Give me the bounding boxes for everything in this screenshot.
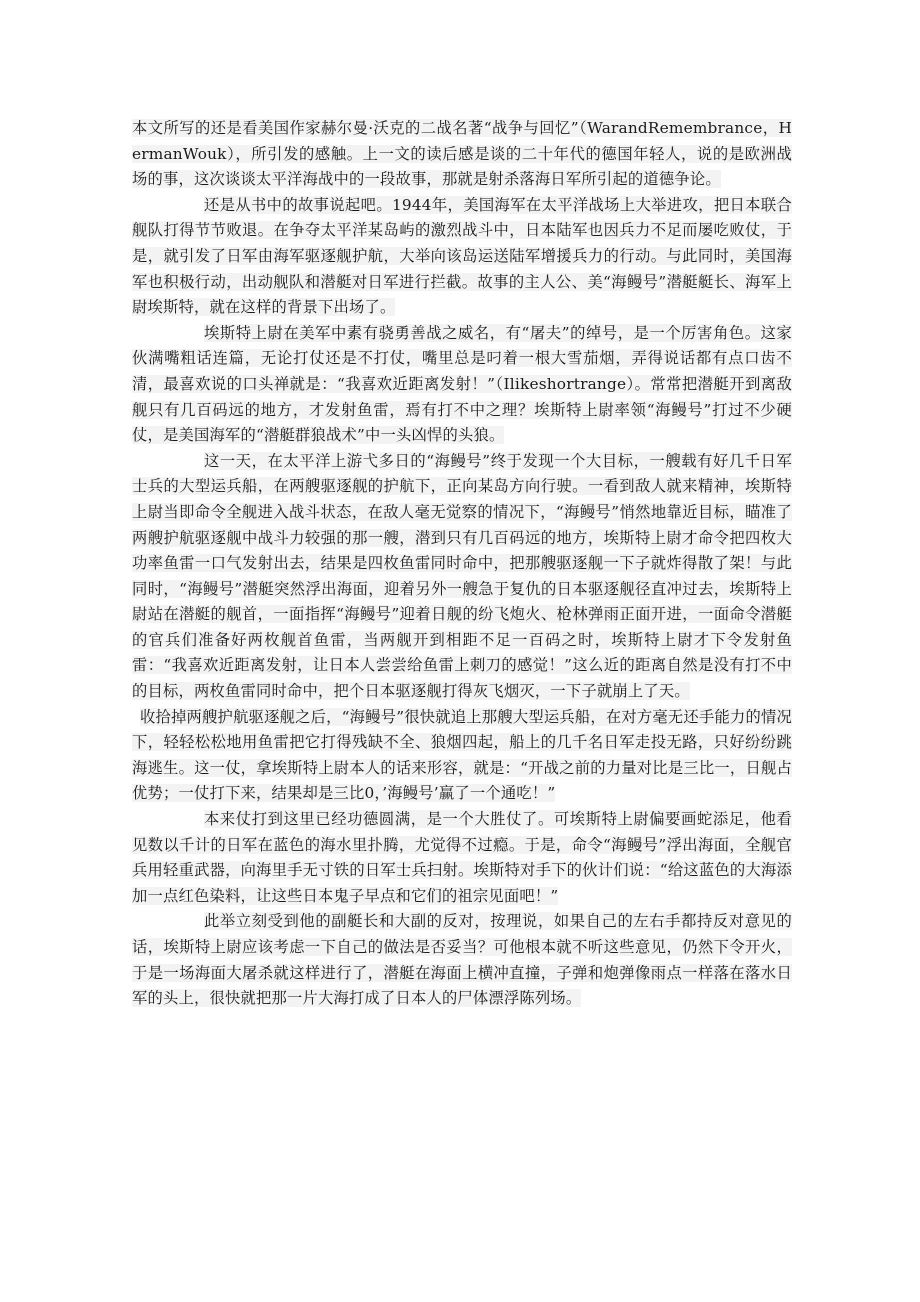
paragraph-text: 此举立刻受到他的副艇长和大副的反对，按理说，如果自己的左右手都持反对意见的话，埃斯特上尉应该考虑一下自己的做法是否妥当？可他根本就不听这些意见，仍然下令开火，于是一场海面大屠杀就这样进行了，潜艇在海面上横冲直撞，子弹和炮弹像雨点一样落在落水日军的头上，很快就把那一片大海打成了日本人的尸体漂浮陈列场。: [132, 912, 792, 1008]
article-body: [132, 116, 792, 1012]
paragraph-aftermath: [132, 705, 792, 807]
paragraph-text: 埃斯特上尉在美军中素有骁勇善战之威名，有“屠夫”的绰号，是一个厉害角色。这家伙满嘴粗话连篇，无论打仗还是不打仗，嘴里总是叼着一根大雪茄烟，弄得说话都有点口齿不清，最喜欢说的口头禅就是：“我喜欢近距离发射！”（Ilikeshortrange）。常常把潜艇开到离敌舰只有几百码远的地方，才发射鱼雷，焉有打不中之理？埃斯特上尉率领“海鳗号”打过不少硬仗，是美国海军的“潜艇群狼战术”中一头凶悍的头狼。: [132, 323, 792, 445]
paragraph-background: [132, 193, 792, 321]
paragraph-text: 收拾掉两艘护航驱逐舰之后，“海鳗号”很快就追上那艘大型运兵船，在对方毫无还手能力的情况下，轻轻松松地用鱼雷把它打得残缺不全、狼烟四起，船上的几千名日军走投无路，只好纷纷跳海逃生。这一仗，拿埃斯特上尉本人的话来形容，就是：“开战之前的力量对比是三比一，日舰占优势；一仗打下来，结果却是三比0，’海鳗号’赢了一个通吃！”: [132, 707, 792, 803]
paragraph-captain: [132, 321, 792, 449]
paragraph-massacre: [132, 909, 792, 1011]
paragraph-order: [132, 807, 792, 909]
paragraph-text: 还是从书中的故事说起吧。1944年，美国海军在太平洋战场上大举进攻，把日本联合舰队打得节节败退。在争夺太平洋某岛屿的激烈战斗中，日本陆军也因兵力不足而屡吃败仗，于是，就引发了日军由海军驱逐舰护航，大举向该岛运送陆军增援兵力的行动。与此同时，美国海军也积极行动，出动舰队和潜艇对日军进行拦截。故事的主人公、美“海鳗号”潜艇艇长、海军上尉埃斯特，就在这样的背景下出场了。: [132, 195, 792, 317]
paragraph-text: 本文所写的还是看美国作家赫尔曼·沃克的二战名著“战争与回忆”（WarandRemembrance，HermanWouk），所引发的感触。上一文的读后感是谈的二十年代的德国年轻人，说的是欧洲战场的事，这次谈谈太平洋海战中的一段故事，那就是射杀落海日军所引起的道德争论。: [132, 119, 792, 189]
paragraph-text: 这一天，在太平洋上游弋多日的“海鳗号”终于发现一个大目标，一艘载有好几千日军士兵的大型运兵船，在两艘驱逐舰的护航下，正向某岛方向行驶。一看到敌人就来精神，埃斯特上尉当即命令全舰进入战斗状态，在敌人毫无觉察的情况下，“海鳗号”悄然地靠近目标，瞄准了两艘护航驱逐舰中战斗力较强的那一艘，潜到只有几百码远的地方，埃斯特上尉才命令把四枚大功率鱼雷一口气发射出去，结果是四枚鱼雷同时命中，把那艘驱逐舰一下子就炸得散了架！与此同时，“海鳗号”潜艇突然浮出海面，迎着另外一艘急于复仇的日本驱逐舰径直冲过去，埃斯特上尉站在潜艇的舰首，一面指挥“海鳗号”迎着日舰的纷飞炮火、枪林弹雨正面开进，一面命令潜艇的官兵们准备好两枚舰首鱼雷，当两舰开到相距不足一百码之时，埃斯特上尉才下令发射鱼雷：“我喜欢近距离发射，让日本人尝尝给鱼雷上刺刀的感觉！”这么近的距离自然是没有打不中的目标，两枚鱼雷同时命中，把个日本驱逐舰打得灰飞烟灭，一下子就崩上了天。: [132, 451, 792, 701]
paragraph-battle: [132, 449, 792, 705]
paragraph-text: 本来仗打到这里已经功德圆满，是一个大胜仗了。可埃斯特上尉偏要画蛇添足，他看见数以千计的日军在蓝色的海水里扑腾，尤觉得不过瘾。于是，命令“海鳗号”浮出海面，全舰官兵用轻重武器，向海里手无寸铁的日军士兵扫射。埃斯特对手下的伙计们说：“给这蓝色的大海添加一点红色染料，让这些日本鬼子早点和它们的祖宗见面吧！”: [132, 810, 792, 905]
paragraph-intro: [132, 116, 792, 193]
